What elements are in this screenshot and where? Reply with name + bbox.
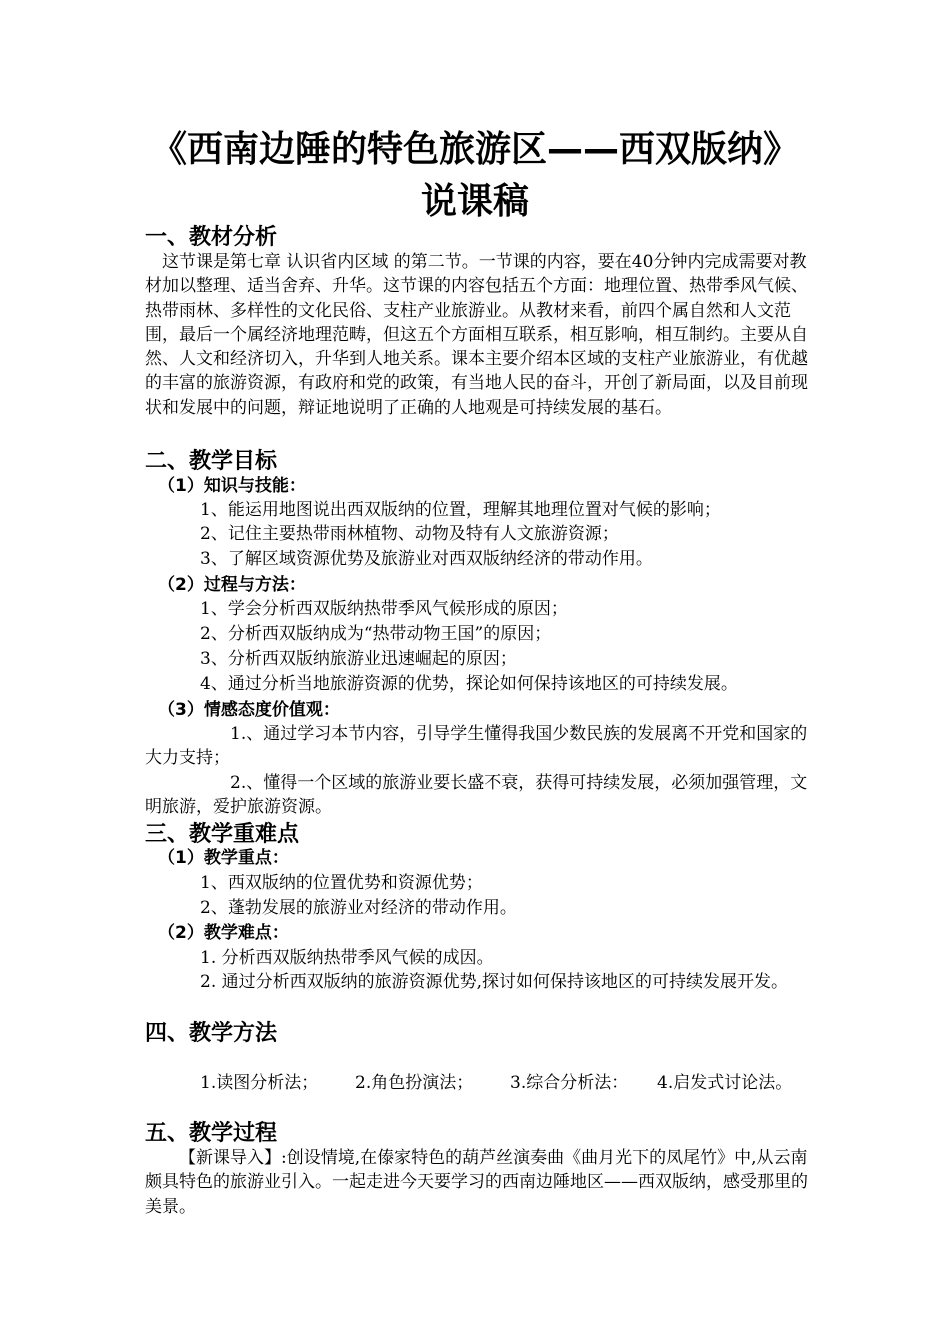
objective-paragraph: 1.、通过学习本节内容，引导学生懂得我国少数民族的发展离不开党和国家的大力支持；	[145, 724, 808, 769]
method-item: 1.读图分析法；	[200, 1073, 319, 1093]
objective-item: 3、了解区域资源优势及旅游业对西双版纳经济的带动作用。	[200, 549, 653, 569]
document-subtitle: 说课稿	[420, 181, 529, 222]
difficulty-paragraph: 2. 通过分析西双版纳的旅游资源优势,探讨如何保持该地区的可持续发展开发。	[200, 972, 789, 992]
subheading-key-points: （1）教学重点：	[158, 848, 289, 868]
objective-item: 2、记住主要热带雨林植物、动物及特有人文旅游资源；	[200, 524, 619, 544]
objective-item: 1、学会分析西双版纳热带季风气候形成的原因；	[200, 599, 568, 619]
difficulty-item: 1. 分析西双版纳热带季风气候的成因。	[200, 948, 494, 968]
objective-paragraph: 2.、懂得一个区域的旅游业要长盛不衰，获得可持续发展，必须加强管理，文明旅游，爱护旅游资源。	[145, 773, 808, 818]
method-item: 4.启发式讨论法。	[657, 1073, 793, 1093]
intro-text: :创设情境,在傣家特色的葫芦丝演奏曲《曲月光下的凤尾竹》中,从云南颇具特色的旅游业引入。一起走进今天要学习的西南边陲地区——西双版纳，感受那里的美景。	[145, 1148, 808, 1217]
section-heading-methods: 四、教学方法	[145, 1021, 278, 1046]
section-heading-key-points: 三、教学重难点	[145, 822, 300, 847]
subheading-process-methods: （2）过程与方法：	[158, 575, 306, 595]
intro-label: 【新课导入】	[179, 1148, 281, 1168]
subheading-knowledge-skills: （1）知识与技能：	[158, 476, 306, 496]
key-point-item: 1、西双版纳的位置优势和资源优势；	[200, 873, 483, 893]
method-item: 3.综合分析法：	[510, 1073, 629, 1093]
objective-item: 1、能运用地图说出西双版纳的位置，理解其地理位置对气候的影响；	[200, 500, 721, 520]
objective-item: 3、分析西双版纳旅游业迅速崛起的原因；	[200, 649, 517, 669]
section-heading-process: 五、教学过程	[145, 1121, 278, 1146]
objective-item: 2、分析西双版纳成为“热带动物王国”的原因；	[200, 624, 552, 644]
document-title: 《西南边陲的特色旅游区——西双版纳》	[150, 129, 799, 170]
materials-paragraph: 这节课是第七章 认识省内区域 的第二节。一节课的内容，要在40分钟内完成需要对教材加以整理、适当舍弃、升华。这节课的内容包括五个方面：地理位置、热带季风气候、热带雨林、多样性的文化民俗、支柱产业旅游业。从教材来看，前四个属自然和人文范围，最后一个属经济地理范畴，但这五个方面相互联系，相互影响，相互制约。主要从自然、人文和经济切入，升华到人地关系。课本主要介绍本区域的支柱产业旅游业，有优越的丰富的旅游资源，有政府和党的政策，有当地人民的奋斗，开创了新局面，以及目前现状和发展中的问题，辩证地说明了正确的人地观是可持续发展的基石。	[145, 252, 808, 418]
methods-list	[200, 1071, 840, 1095]
process-intro-paragraph	[145, 1146, 815, 1219]
section-heading-materials: 一、教材分析	[145, 225, 278, 250]
key-point-item: 2、蓬勃发展的旅游业对经济的带动作用。	[200, 898, 517, 918]
method-item: 2.角色扮演法；	[355, 1073, 474, 1093]
subheading-attitudes-values: （3）情感态度价值观：	[158, 700, 340, 720]
subheading-difficulties: （2）教学难点：	[158, 923, 289, 943]
objective-item: 4、通过分析当地旅游资源的优势，探论如何保持该地区的可持续发展。	[200, 674, 738, 694]
section-heading-objectives: 二、教学目标	[145, 449, 278, 474]
